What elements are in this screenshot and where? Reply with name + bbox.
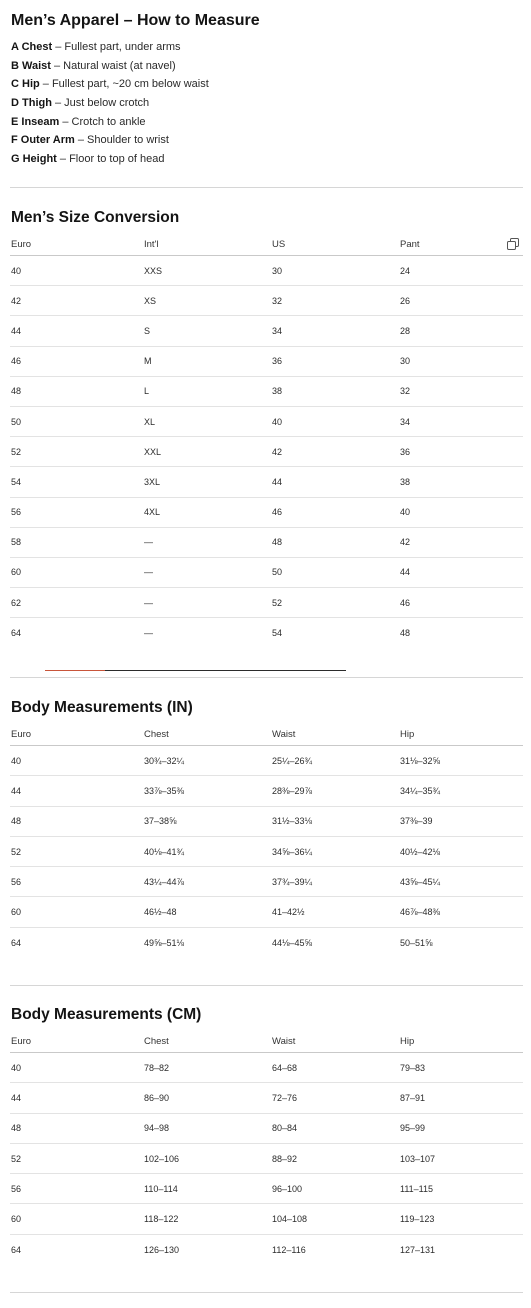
table-cell: 104–108 bbox=[271, 1204, 399, 1234]
measure-item-thigh bbox=[11, 94, 209, 113]
table-row bbox=[10, 346, 523, 376]
table-row bbox=[10, 927, 523, 957]
table-row bbox=[10, 746, 523, 776]
table-cell: 31½–33⅛ bbox=[271, 806, 399, 836]
table-cell: 38 bbox=[399, 467, 523, 497]
table-cell: 56 bbox=[10, 1174, 143, 1204]
measure-item-outer-arm bbox=[11, 131, 209, 150]
column-header: Int'l bbox=[143, 233, 271, 256]
table-cell: 49⅝–51⅛ bbox=[144, 937, 185, 948]
table-cell: 30¾–32¼ bbox=[143, 746, 271, 776]
table-cell: 24 bbox=[399, 256, 523, 286]
measure-title: Men’s Apparel – How to Measure bbox=[11, 12, 260, 29]
table-cell: 119–123 bbox=[399, 1204, 523, 1234]
measure-item-chest bbox=[11, 38, 209, 57]
section-divider bbox=[10, 187, 523, 188]
table-row bbox=[10, 867, 523, 897]
table-cell: 40½–42⅛ bbox=[399, 836, 523, 866]
table-cell: 95–99 bbox=[399, 1113, 523, 1143]
table-row bbox=[10, 557, 523, 587]
table-cell: 3XL bbox=[143, 467, 271, 497]
table-row bbox=[10, 1143, 523, 1173]
size-conversion-title: Men’s Size Conversion bbox=[11, 209, 180, 226]
table-cell: 88–92 bbox=[271, 1143, 399, 1173]
column-header: Chest bbox=[143, 723, 271, 746]
table-row bbox=[10, 776, 523, 806]
table-row bbox=[10, 376, 523, 406]
measure-desc: – Just below crotch bbox=[51, 97, 150, 110]
table-cell: 50–51⅝ bbox=[400, 937, 433, 948]
table-cell: 52 bbox=[10, 1143, 143, 1173]
table-cell: 41–42½ bbox=[271, 897, 399, 927]
table-cell: 46 bbox=[10, 346, 143, 376]
table-header-row bbox=[10, 1030, 523, 1053]
table-cell: 72–76 bbox=[271, 1083, 399, 1113]
table-row bbox=[10, 1174, 523, 1204]
table-cell: 34 bbox=[271, 316, 399, 346]
measure-item-waist bbox=[11, 57, 209, 76]
section-divider bbox=[10, 1292, 523, 1293]
table-row bbox=[10, 836, 523, 866]
table-row bbox=[10, 1083, 523, 1113]
table-cell: 110–114 bbox=[143, 1174, 271, 1204]
table-cell: 46 bbox=[399, 588, 523, 618]
table-row bbox=[10, 497, 523, 527]
table-cell: 40 bbox=[271, 406, 399, 436]
table-row bbox=[10, 1113, 523, 1143]
measure-key: F Outer Arm bbox=[11, 134, 75, 147]
scrollbar-thumb[interactable] bbox=[45, 670, 105, 671]
table-cell: 54 bbox=[10, 467, 143, 497]
table-row bbox=[10, 286, 523, 316]
table-cell: 42 bbox=[271, 437, 399, 467]
table-cell: 36 bbox=[271, 346, 399, 376]
table-cell: 60 bbox=[10, 557, 143, 587]
measure-desc: – Crotch to ankle bbox=[59, 115, 146, 128]
table-cell: 34⅝–36¼ bbox=[271, 836, 399, 866]
table-cell: 48 bbox=[10, 1113, 143, 1143]
column-header: Euro bbox=[10, 233, 143, 256]
table-cell: 4XL bbox=[143, 497, 271, 527]
table-cell: 31⅛–32⅝ bbox=[399, 746, 523, 776]
table-cell: 40 bbox=[10, 746, 143, 776]
table-cell: 60 bbox=[10, 897, 143, 927]
column-header: Hip bbox=[399, 1030, 523, 1053]
table-cell: 38 bbox=[271, 376, 399, 406]
table-row bbox=[10, 527, 523, 557]
body-cm-title: Body Measurements (CM) bbox=[11, 1006, 202, 1023]
table-cell: 52 bbox=[271, 588, 399, 618]
table-cell: 48 bbox=[10, 376, 143, 406]
column-header: Pant bbox=[399, 233, 523, 256]
table-cell: 46 bbox=[271, 497, 399, 527]
table-cell: 40⅛–41¾ bbox=[143, 836, 271, 866]
table-cell: 78–82 bbox=[143, 1053, 271, 1083]
section-divider bbox=[10, 677, 523, 678]
table-row bbox=[10, 618, 523, 648]
table-cell: 79–83 bbox=[399, 1053, 523, 1083]
table-row bbox=[10, 467, 523, 497]
table-cell: 111–115 bbox=[399, 1174, 523, 1204]
table-cell: 37⅜–39 bbox=[399, 806, 523, 836]
table-cell: 43⅝–45¼ bbox=[399, 867, 523, 897]
table-cell: L bbox=[143, 376, 271, 406]
table-row bbox=[10, 406, 523, 436]
table-cell: 48 bbox=[271, 527, 399, 557]
table-cell: 40 bbox=[399, 497, 523, 527]
table-cell: 44 bbox=[399, 557, 523, 587]
table-cell: 33⅞–35⅜ bbox=[143, 776, 271, 806]
table-cell: 50 bbox=[10, 406, 143, 436]
measure-key: C Hip bbox=[11, 78, 40, 91]
table-row bbox=[10, 1053, 523, 1083]
table-cell: 103–107 bbox=[399, 1143, 523, 1173]
table-cell: 30 bbox=[271, 256, 399, 286]
table-cell: 127–131 bbox=[400, 1244, 436, 1255]
column-header: Waist bbox=[271, 1030, 399, 1053]
table-cell: 43¼–44⅞ bbox=[143, 867, 271, 897]
table-cell: 46½–48 bbox=[143, 897, 271, 927]
table-cell: 87–91 bbox=[399, 1083, 523, 1113]
table-cell: 56 bbox=[10, 867, 143, 897]
measure-key: B Waist bbox=[11, 59, 51, 72]
measure-key: E Inseam bbox=[11, 115, 60, 128]
table-cell: XXL bbox=[143, 437, 271, 467]
table-scrollbar[interactable] bbox=[45, 670, 346, 671]
table-cell: 30 bbox=[399, 346, 523, 376]
measure-desc: – Fullest part, under arms bbox=[52, 41, 181, 53]
table-cell: 44 bbox=[10, 316, 143, 346]
table-cell: 34 bbox=[399, 406, 523, 436]
table-cell: 52 bbox=[10, 836, 143, 866]
table-cell: 40 bbox=[10, 1053, 143, 1083]
column-header: Waist bbox=[271, 723, 399, 746]
table-header-row bbox=[10, 233, 523, 256]
table-cell: — bbox=[143, 557, 271, 587]
table-cell: XL bbox=[143, 406, 271, 436]
table-cell: 37–38⅝ bbox=[143, 806, 271, 836]
body-in-title: Body Measurements (IN) bbox=[11, 699, 193, 716]
column-header: US bbox=[271, 233, 399, 256]
table-cell: 44 bbox=[10, 776, 143, 806]
body-cm-table bbox=[10, 1030, 523, 1265]
table-cell: 56 bbox=[10, 497, 143, 527]
table-cell: 48 bbox=[10, 806, 143, 836]
column-header: Hip bbox=[399, 723, 523, 746]
measure-desc: – Floor to top of head bbox=[56, 153, 165, 166]
table-cell: 26 bbox=[399, 286, 523, 316]
table-header-row bbox=[10, 723, 523, 746]
column-header: Euro bbox=[10, 723, 143, 746]
table-cell: S bbox=[143, 316, 271, 346]
table-cell: 44 bbox=[271, 467, 399, 497]
table-cell: XS bbox=[143, 286, 271, 316]
table-cell: — bbox=[144, 628, 153, 639]
table-cell: 62 bbox=[10, 588, 143, 618]
table-cell: 64–68 bbox=[271, 1053, 399, 1083]
table-cell: 64 bbox=[11, 628, 22, 639]
measure-desc: – Shoulder to wrist bbox=[74, 134, 169, 147]
table-cell: 50 bbox=[271, 557, 399, 587]
table-cell: 28⅜–29⅞ bbox=[271, 776, 399, 806]
table-cell: 32 bbox=[399, 376, 523, 406]
table-cell: 96–100 bbox=[271, 1174, 399, 1204]
table-cell: 44⅛–45⅝ bbox=[272, 937, 313, 948]
table-cell: 36 bbox=[399, 437, 523, 467]
table-cell: 118–122 bbox=[143, 1204, 271, 1234]
table-cell: 126–130 bbox=[144, 1244, 180, 1255]
table-row bbox=[10, 437, 523, 467]
table-row bbox=[10, 316, 523, 346]
table-cell: 64 bbox=[11, 1244, 22, 1255]
measure-key: D Thigh bbox=[11, 97, 52, 110]
table-cell: 86–90 bbox=[143, 1083, 271, 1113]
body-cm-body bbox=[10, 1053, 523, 1265]
table-cell: 94–98 bbox=[143, 1113, 271, 1143]
table-row bbox=[10, 1204, 523, 1234]
table-cell: — bbox=[143, 588, 271, 618]
table-cell: 42 bbox=[10, 286, 143, 316]
table-cell: 54 bbox=[272, 628, 283, 639]
table-cell: M bbox=[143, 346, 271, 376]
body-in-body bbox=[10, 746, 523, 958]
measure-key: G Height bbox=[11, 153, 57, 166]
table-row bbox=[10, 256, 523, 286]
measure-item-hip bbox=[11, 75, 209, 94]
table-row bbox=[10, 588, 523, 618]
measure-item-height bbox=[11, 150, 209, 169]
table-row bbox=[10, 897, 523, 927]
measure-key: A Chest bbox=[11, 41, 53, 53]
table-cell: 60 bbox=[10, 1204, 143, 1234]
table-row bbox=[10, 806, 523, 836]
table-cell: 58 bbox=[10, 527, 143, 557]
table-cell: 34¼–35¾ bbox=[399, 776, 523, 806]
column-header: Chest bbox=[143, 1030, 271, 1053]
table-cell: — bbox=[143, 527, 271, 557]
table-cell: 48 bbox=[400, 628, 411, 639]
column-header: Euro bbox=[10, 1030, 143, 1053]
table-cell: 32 bbox=[271, 286, 399, 316]
measure-item-inseam bbox=[11, 113, 209, 132]
table-cell: 25¼–26¾ bbox=[271, 746, 399, 776]
table-cell: 52 bbox=[10, 437, 143, 467]
measure-list bbox=[11, 38, 209, 169]
size-conversion-body bbox=[10, 256, 523, 648]
table-cell: 40 bbox=[10, 256, 143, 286]
table-cell: 102–106 bbox=[143, 1143, 271, 1173]
table-cell: 44 bbox=[10, 1083, 143, 1113]
size-conversion-table bbox=[10, 233, 523, 648]
body-in-table bbox=[10, 723, 523, 958]
table-cell: 37¾–39¼ bbox=[271, 867, 399, 897]
table-cell: 80–84 bbox=[271, 1113, 399, 1143]
table-cell: 112–116 bbox=[272, 1244, 306, 1255]
section-divider bbox=[10, 985, 523, 986]
table-row bbox=[10, 1234, 523, 1264]
table-cell: 42 bbox=[399, 527, 523, 557]
table-cell: 28 bbox=[399, 316, 523, 346]
table-cell: XXS bbox=[143, 256, 271, 286]
table-cell: 64 bbox=[11, 937, 22, 948]
measure-desc: – Fullest part, ~20 cm below waist bbox=[39, 78, 209, 91]
measure-desc: – Natural waist (at navel) bbox=[50, 59, 176, 72]
table-cell: 46⅞–48⅜ bbox=[399, 897, 523, 927]
